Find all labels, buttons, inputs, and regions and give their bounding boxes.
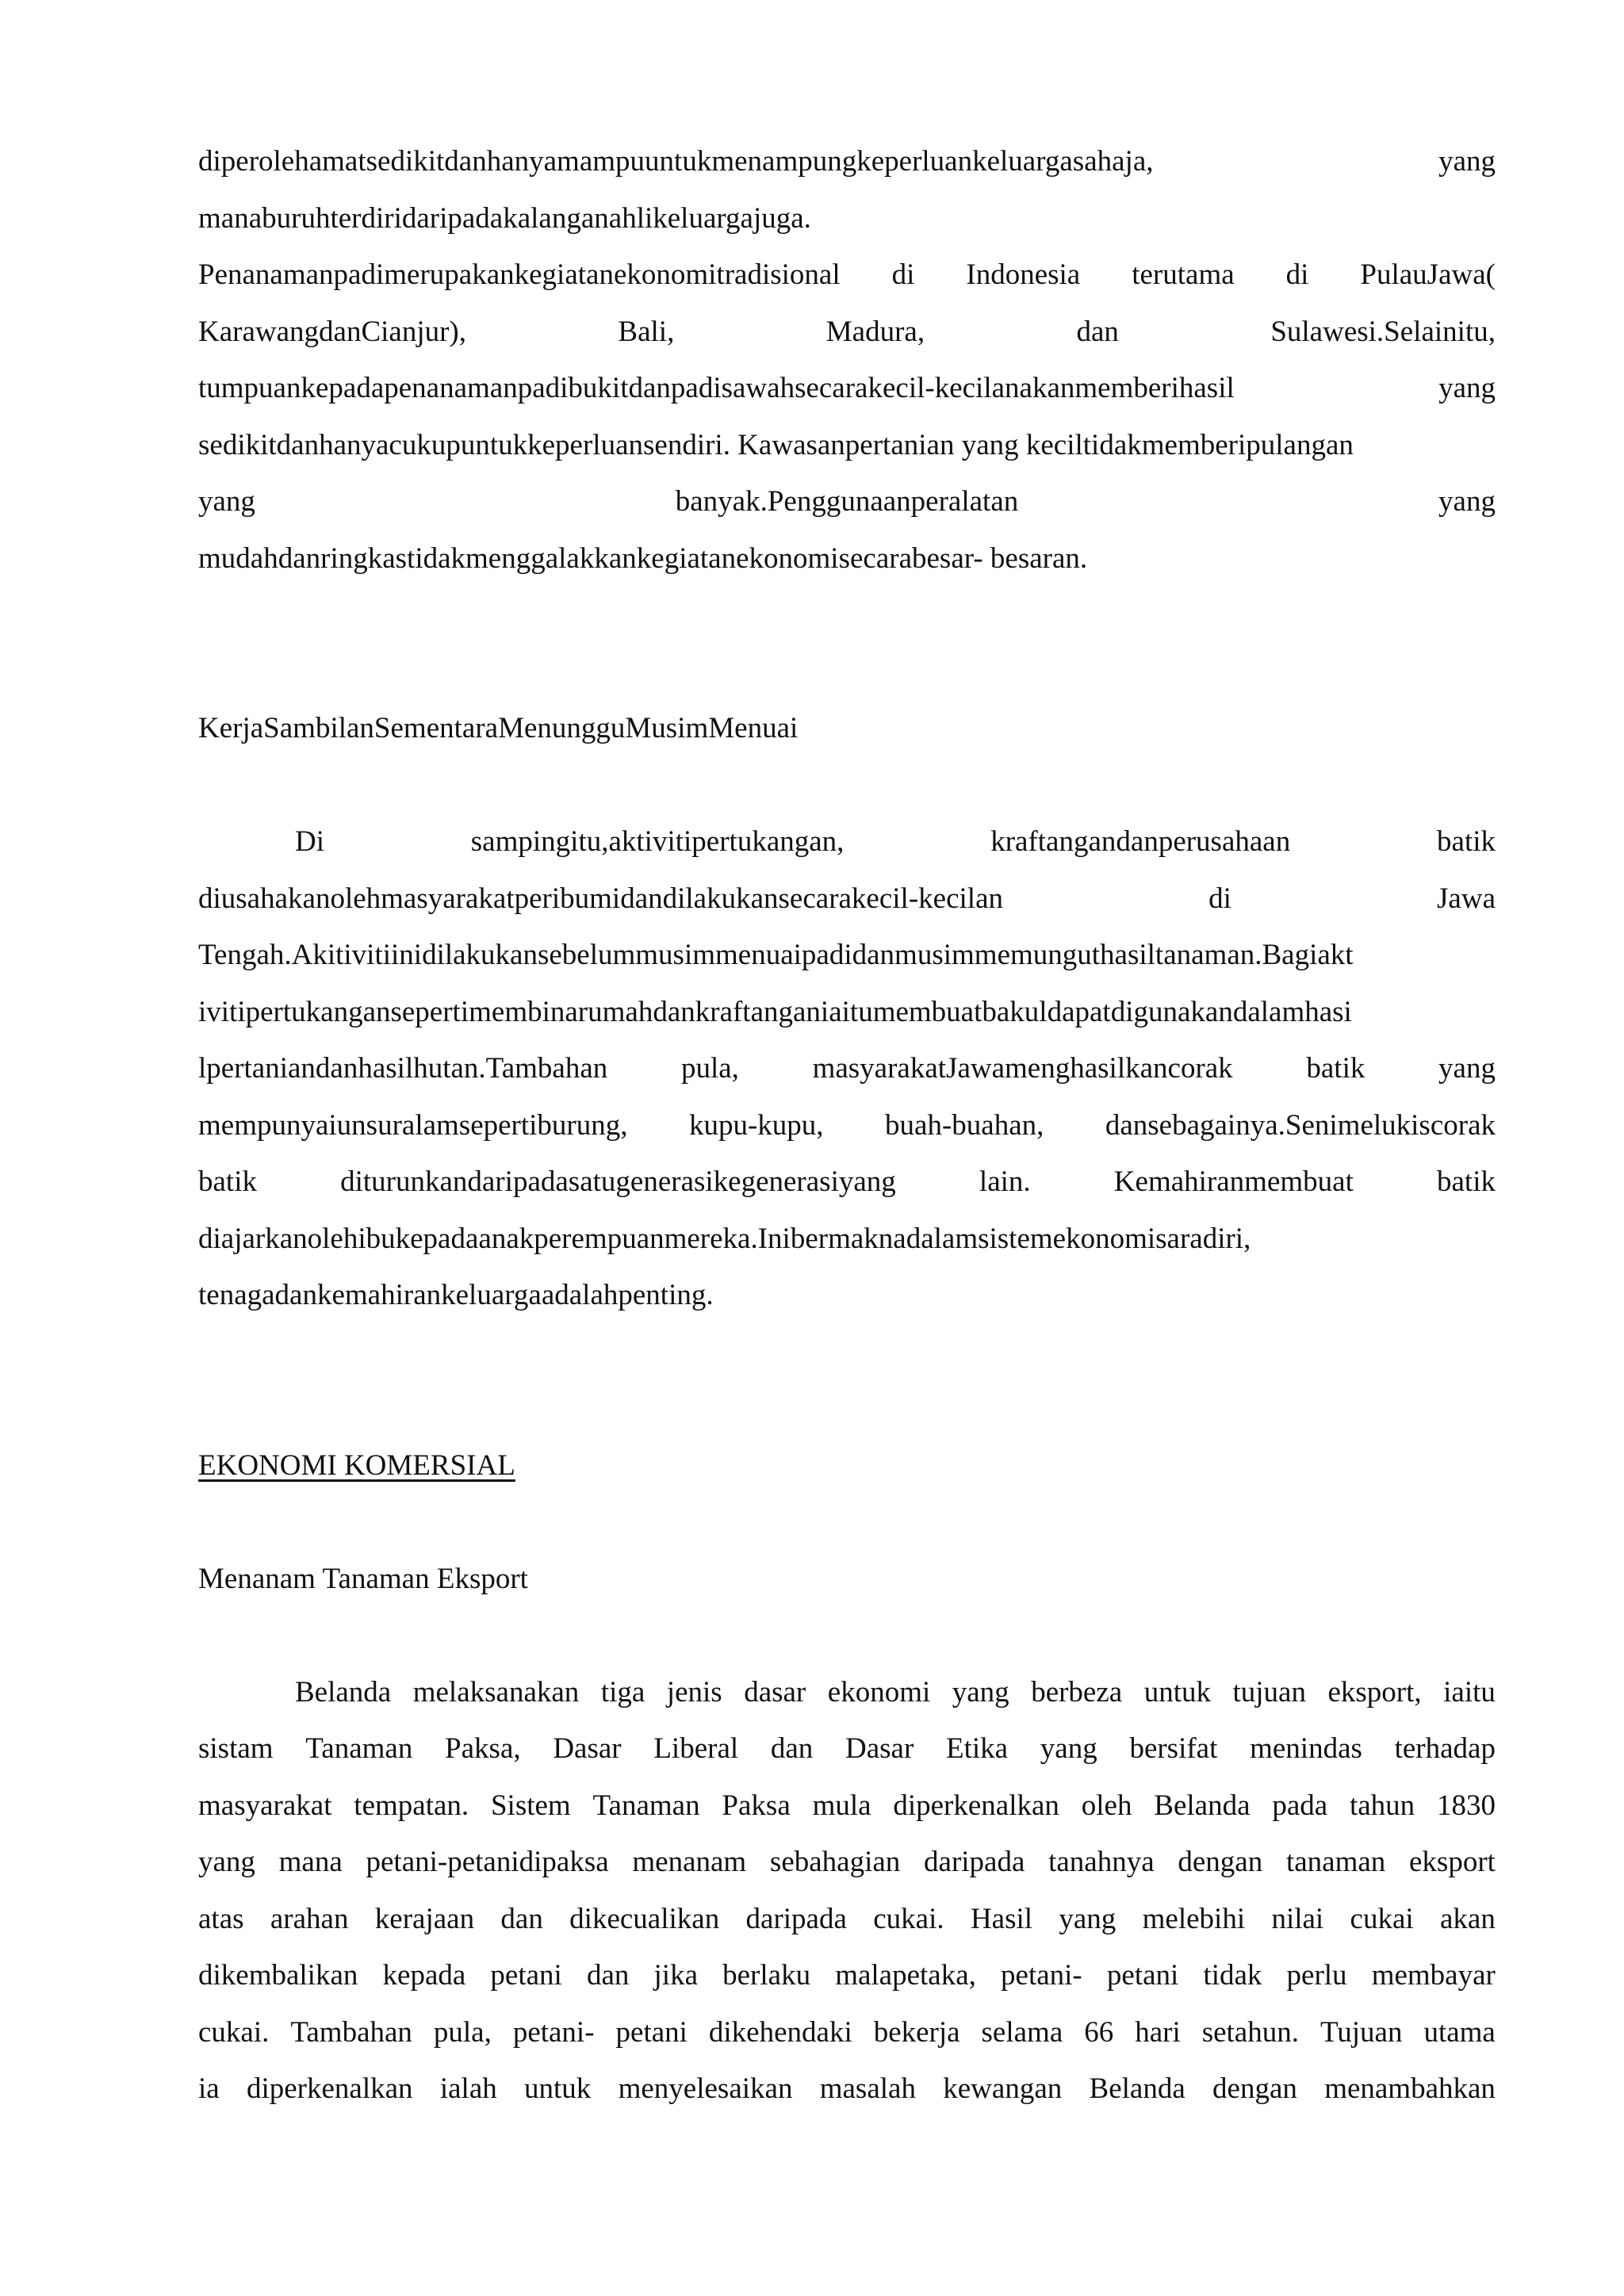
- word: menanam: [632, 1846, 747, 1878]
- word: cukai.: [198, 2015, 270, 2049]
- word: dan: [770, 1732, 814, 1765]
- word: tidak: [1203, 1959, 1262, 1992]
- word: Belanda: [1154, 1789, 1251, 1822]
- word: tanahnya: [1048, 1846, 1155, 1878]
- section-heading-kerja-sambilan: KerjaSambilanSementaraMenungguMusimMenuai: [198, 712, 799, 744]
- word: Penanamanpadimerupakankegiatanekonomitradisional: [198, 258, 841, 291]
- word: Tengah.Akitivitiinidilakukansebelummusimmenuaipadidanmusimmemunguthasiltanaman.Bagiakt: [198, 939, 1354, 971]
- word: dasar: [744, 1675, 806, 1709]
- word: Di: [295, 825, 324, 858]
- word: banyak.Penggunaanperalatan: [675, 485, 1019, 518]
- word: yang: [1438, 372, 1496, 404]
- word: sampingitu,aktivitipertukangan,: [470, 825, 845, 858]
- word: dikecualikan: [569, 1902, 720, 1935]
- word: Sulawesi.Selainitu,: [1270, 315, 1496, 348]
- word: dan: [1076, 315, 1119, 348]
- word: oleh: [1081, 1789, 1132, 1822]
- word: Kemahiranmembuat: [1113, 1165, 1354, 1198]
- word: petani-: [512, 2015, 595, 2049]
- word: Etika: [946, 1732, 1009, 1765]
- word: diperkenalkan: [246, 2072, 413, 2105]
- word: diperolehamatsedikitdanhanyamampuuntukmenampungkeperluankeluargasahaja,: [198, 145, 1154, 178]
- word: menyelesaikan: [618, 2072, 793, 2105]
- word: Paksa: [722, 1789, 791, 1822]
- word: diusahakanolehmasyarakatperibumidandilakukansecarakecil-kecilan: [198, 882, 1003, 915]
- word: untuk: [524, 2072, 592, 2105]
- word: kupu-kupu,: [688, 1108, 824, 1142]
- word: Madura,: [825, 315, 925, 348]
- word: akan: [1439, 1902, 1496, 1935]
- word: dengan: [1178, 1846, 1263, 1878]
- word: tenagadankemahirankeluargaadalahpenting.: [198, 1279, 714, 1311]
- word: 66: [1084, 2015, 1114, 2049]
- word: yang: [1438, 1052, 1496, 1085]
- word: melebihi: [1142, 1902, 1246, 1935]
- word: batik: [1437, 1165, 1496, 1198]
- word: terhadap: [1394, 1732, 1496, 1765]
- word: jenis: [666, 1675, 722, 1709]
- word: dikembalikan: [198, 1959, 358, 1992]
- text-line: [198, 190, 1496, 247]
- text-line: [198, 1154, 1496, 1211]
- word: sedikitdanhanyacukupuntukkeperluansendiri. Kawasanpertanian yang keciltidakmemberipulangan: [198, 428, 1354, 461]
- text-line: [198, 1891, 1496, 1948]
- text-line: [198, 1267, 1496, 1324]
- word: petani-: [1001, 1959, 1082, 1992]
- text-line: [198, 133, 1496, 190]
- word: Hasil: [970, 1902, 1033, 1935]
- word: kerajaan: [374, 1902, 475, 1935]
- word: Sistem: [490, 1789, 571, 1822]
- word: Paksa,: [445, 1732, 521, 1765]
- word: perlu: [1286, 1959, 1347, 1992]
- word: Dasar: [553, 1732, 622, 1765]
- word: manaburuhterdiridaripadakalanganahlikeluargajuga.: [198, 201, 811, 235]
- word: pula,: [433, 2015, 492, 2049]
- word: bekerja: [873, 2015, 960, 2049]
- text-line: [198, 1947, 1496, 2004]
- word: nilai: [1271, 1902, 1324, 1935]
- word: masyarakat: [198, 1789, 332, 1822]
- text-line: [198, 1664, 1496, 1721]
- word: kraftangandanperusahaan: [990, 825, 1291, 858]
- word: petani: [615, 2015, 688, 2049]
- word: ialah: [439, 2072, 497, 2105]
- spacer: [198, 1324, 1496, 1437]
- word: membayar: [1371, 1959, 1496, 1992]
- word: dansebagainya.Senimelukiscorak: [1105, 1108, 1496, 1142]
- paragraph-3: [198, 1664, 1496, 2118]
- word: dengan: [1212, 2072, 1297, 2105]
- word: setahun.: [1201, 2015, 1299, 2049]
- word: yang: [952, 1675, 1009, 1709]
- word: batik: [1306, 1052, 1365, 1085]
- spacer: [198, 1607, 1496, 1664]
- text-line: [198, 927, 1496, 984]
- word: Belanda: [295, 1675, 392, 1709]
- word: mudahdanringkastidakmenggalakkankegiatanekonomisecarabesar- besaran.: [198, 541, 1088, 575]
- word: tanaman: [1285, 1846, 1386, 1878]
- word: berbeza: [1031, 1675, 1123, 1709]
- word: cukai.: [873, 1902, 944, 1935]
- text-line: [198, 1040, 1496, 1097]
- word: buah-buahan,: [885, 1108, 1044, 1142]
- word: Dasar: [845, 1732, 914, 1765]
- word: di: [891, 258, 915, 291]
- word: melaksanakan: [412, 1675, 580, 1709]
- word: tiga: [600, 1675, 645, 1709]
- word: 1830: [1437, 1789, 1496, 1822]
- text-line: [198, 360, 1496, 417]
- word: mempunyaiunsuralamsepertiburung,: [198, 1108, 628, 1142]
- word: masalah: [819, 2072, 916, 2105]
- word: berlaku: [722, 1959, 811, 1992]
- word: pada: [1272, 1789, 1328, 1822]
- word: tempatan.: [354, 1789, 469, 1822]
- word: pula,: [680, 1052, 739, 1085]
- spacer: [198, 1494, 1496, 1551]
- word: yang: [198, 1846, 255, 1878]
- word: KarawangdanCianjur),: [198, 315, 467, 348]
- word: batik: [198, 1165, 257, 1198]
- word: daripada: [924, 1846, 1025, 1878]
- word: diturunkandaripadasatugenerasikegenerasiyang: [340, 1165, 896, 1198]
- word: atas: [198, 1902, 244, 1935]
- word: daripada: [745, 1902, 847, 1935]
- paragraph-2: [198, 813, 1496, 1324]
- text-line: [198, 984, 1496, 1041]
- word: menindas: [1250, 1732, 1362, 1765]
- word: selama: [981, 2015, 1063, 2049]
- word: Tujuan: [1320, 2015, 1403, 2049]
- word: di: [1285, 258, 1309, 291]
- word: sistam: [198, 1732, 274, 1765]
- word: ia: [198, 2072, 220, 2105]
- word: diajarkanolehibukepadaanakperempuanmereka.Inibermaknadalamsistemekonomisaradiri,: [198, 1222, 1251, 1255]
- word: arahan: [270, 1902, 349, 1935]
- word: petani: [490, 1959, 562, 1992]
- word: malapetaka,: [835, 1959, 976, 1992]
- text-line: [198, 2004, 1496, 2061]
- word: yang: [198, 485, 255, 518]
- text-line: [198, 1777, 1496, 1835]
- word: diperkenalkan: [893, 1789, 1059, 1822]
- word: masyarakatJawamenghasilkancorak: [812, 1052, 1233, 1085]
- sub-heading-menanam-tanaman-eksport: Menanam Tanaman Eksport: [198, 1562, 528, 1595]
- word: kepada: [382, 1959, 466, 1992]
- spacer: [198, 587, 1496, 700]
- word: Belanda: [1089, 2072, 1185, 2105]
- word: lpertaniandanhasilhutan.Tambahan: [198, 1052, 608, 1085]
- word: eksport: [1409, 1846, 1496, 1878]
- word: Jawa: [1437, 882, 1496, 915]
- word: sebahagian: [769, 1846, 901, 1878]
- word: batik: [1437, 825, 1496, 858]
- word: bersifat: [1129, 1732, 1218, 1765]
- text-line: [198, 304, 1496, 361]
- section-heading-ekonomi-komersial: EKONOMI KOMERSIAL: [198, 1448, 515, 1482]
- word: Indonesia: [966, 258, 1081, 291]
- text-line: [198, 530, 1496, 587]
- word: menambahkan: [1324, 2072, 1496, 2105]
- word: ekonomi: [827, 1675, 931, 1709]
- word: dan: [586, 1959, 630, 1992]
- word: yang: [1438, 485, 1496, 518]
- word: jika: [653, 1959, 698, 1992]
- word: untuk: [1143, 1675, 1211, 1709]
- text-line: [198, 1834, 1496, 1891]
- word: Tanaman: [305, 1732, 413, 1765]
- paragraph-1: [198, 133, 1496, 587]
- word: petani: [1106, 1959, 1179, 1992]
- word: PulauJawa(: [1360, 258, 1496, 291]
- word: Tanaman: [592, 1789, 700, 1822]
- word: eksport,: [1327, 1675, 1422, 1709]
- document-page: [198, 133, 1496, 2118]
- word: utama: [1423, 2015, 1496, 2049]
- text-line: [198, 813, 1496, 871]
- word: yang: [1438, 145, 1496, 178]
- word: Liberal: [653, 1732, 739, 1765]
- word: ivitipertukangansepertimembinarumahdankraftanganiaitumembuatbakuldapatdigunakandalamhasi: [198, 995, 1352, 1028]
- word: yang: [1059, 1902, 1116, 1935]
- word: dikehendaki: [708, 2015, 852, 2049]
- text-line: [198, 2061, 1496, 2118]
- word: tujuan: [1232, 1675, 1306, 1709]
- word: mana: [278, 1846, 343, 1878]
- word: terutama: [1132, 258, 1235, 291]
- word: dan: [500, 1902, 543, 1935]
- text-line: [198, 1211, 1496, 1268]
- word: tahun: [1349, 1789, 1415, 1822]
- word: cukai: [1350, 1902, 1414, 1935]
- text-line: [198, 417, 1496, 474]
- text-line: [198, 1720, 1496, 1777]
- spacer: [198, 757, 1496, 814]
- word: lain.: [979, 1165, 1031, 1198]
- word: mula: [812, 1789, 871, 1822]
- word: hari: [1135, 2015, 1181, 2049]
- word: Bali,: [618, 315, 675, 348]
- text-line: [198, 871, 1496, 928]
- word: petani-petanidipaksa: [366, 1846, 609, 1878]
- word: tumpuankepadapenanamanpadibukitdanpadisawahsecarakecil-kecilanakanmemberihasil: [198, 372, 1235, 404]
- text-line: [198, 247, 1496, 304]
- text-line: [198, 1097, 1496, 1154]
- word: yang: [1040, 1732, 1097, 1765]
- text-line: [198, 473, 1496, 530]
- word: kewangan: [943, 2072, 1063, 2105]
- word: Tambahan: [290, 2015, 412, 2049]
- word: di: [1208, 882, 1231, 915]
- word: iaitu: [1443, 1675, 1496, 1709]
